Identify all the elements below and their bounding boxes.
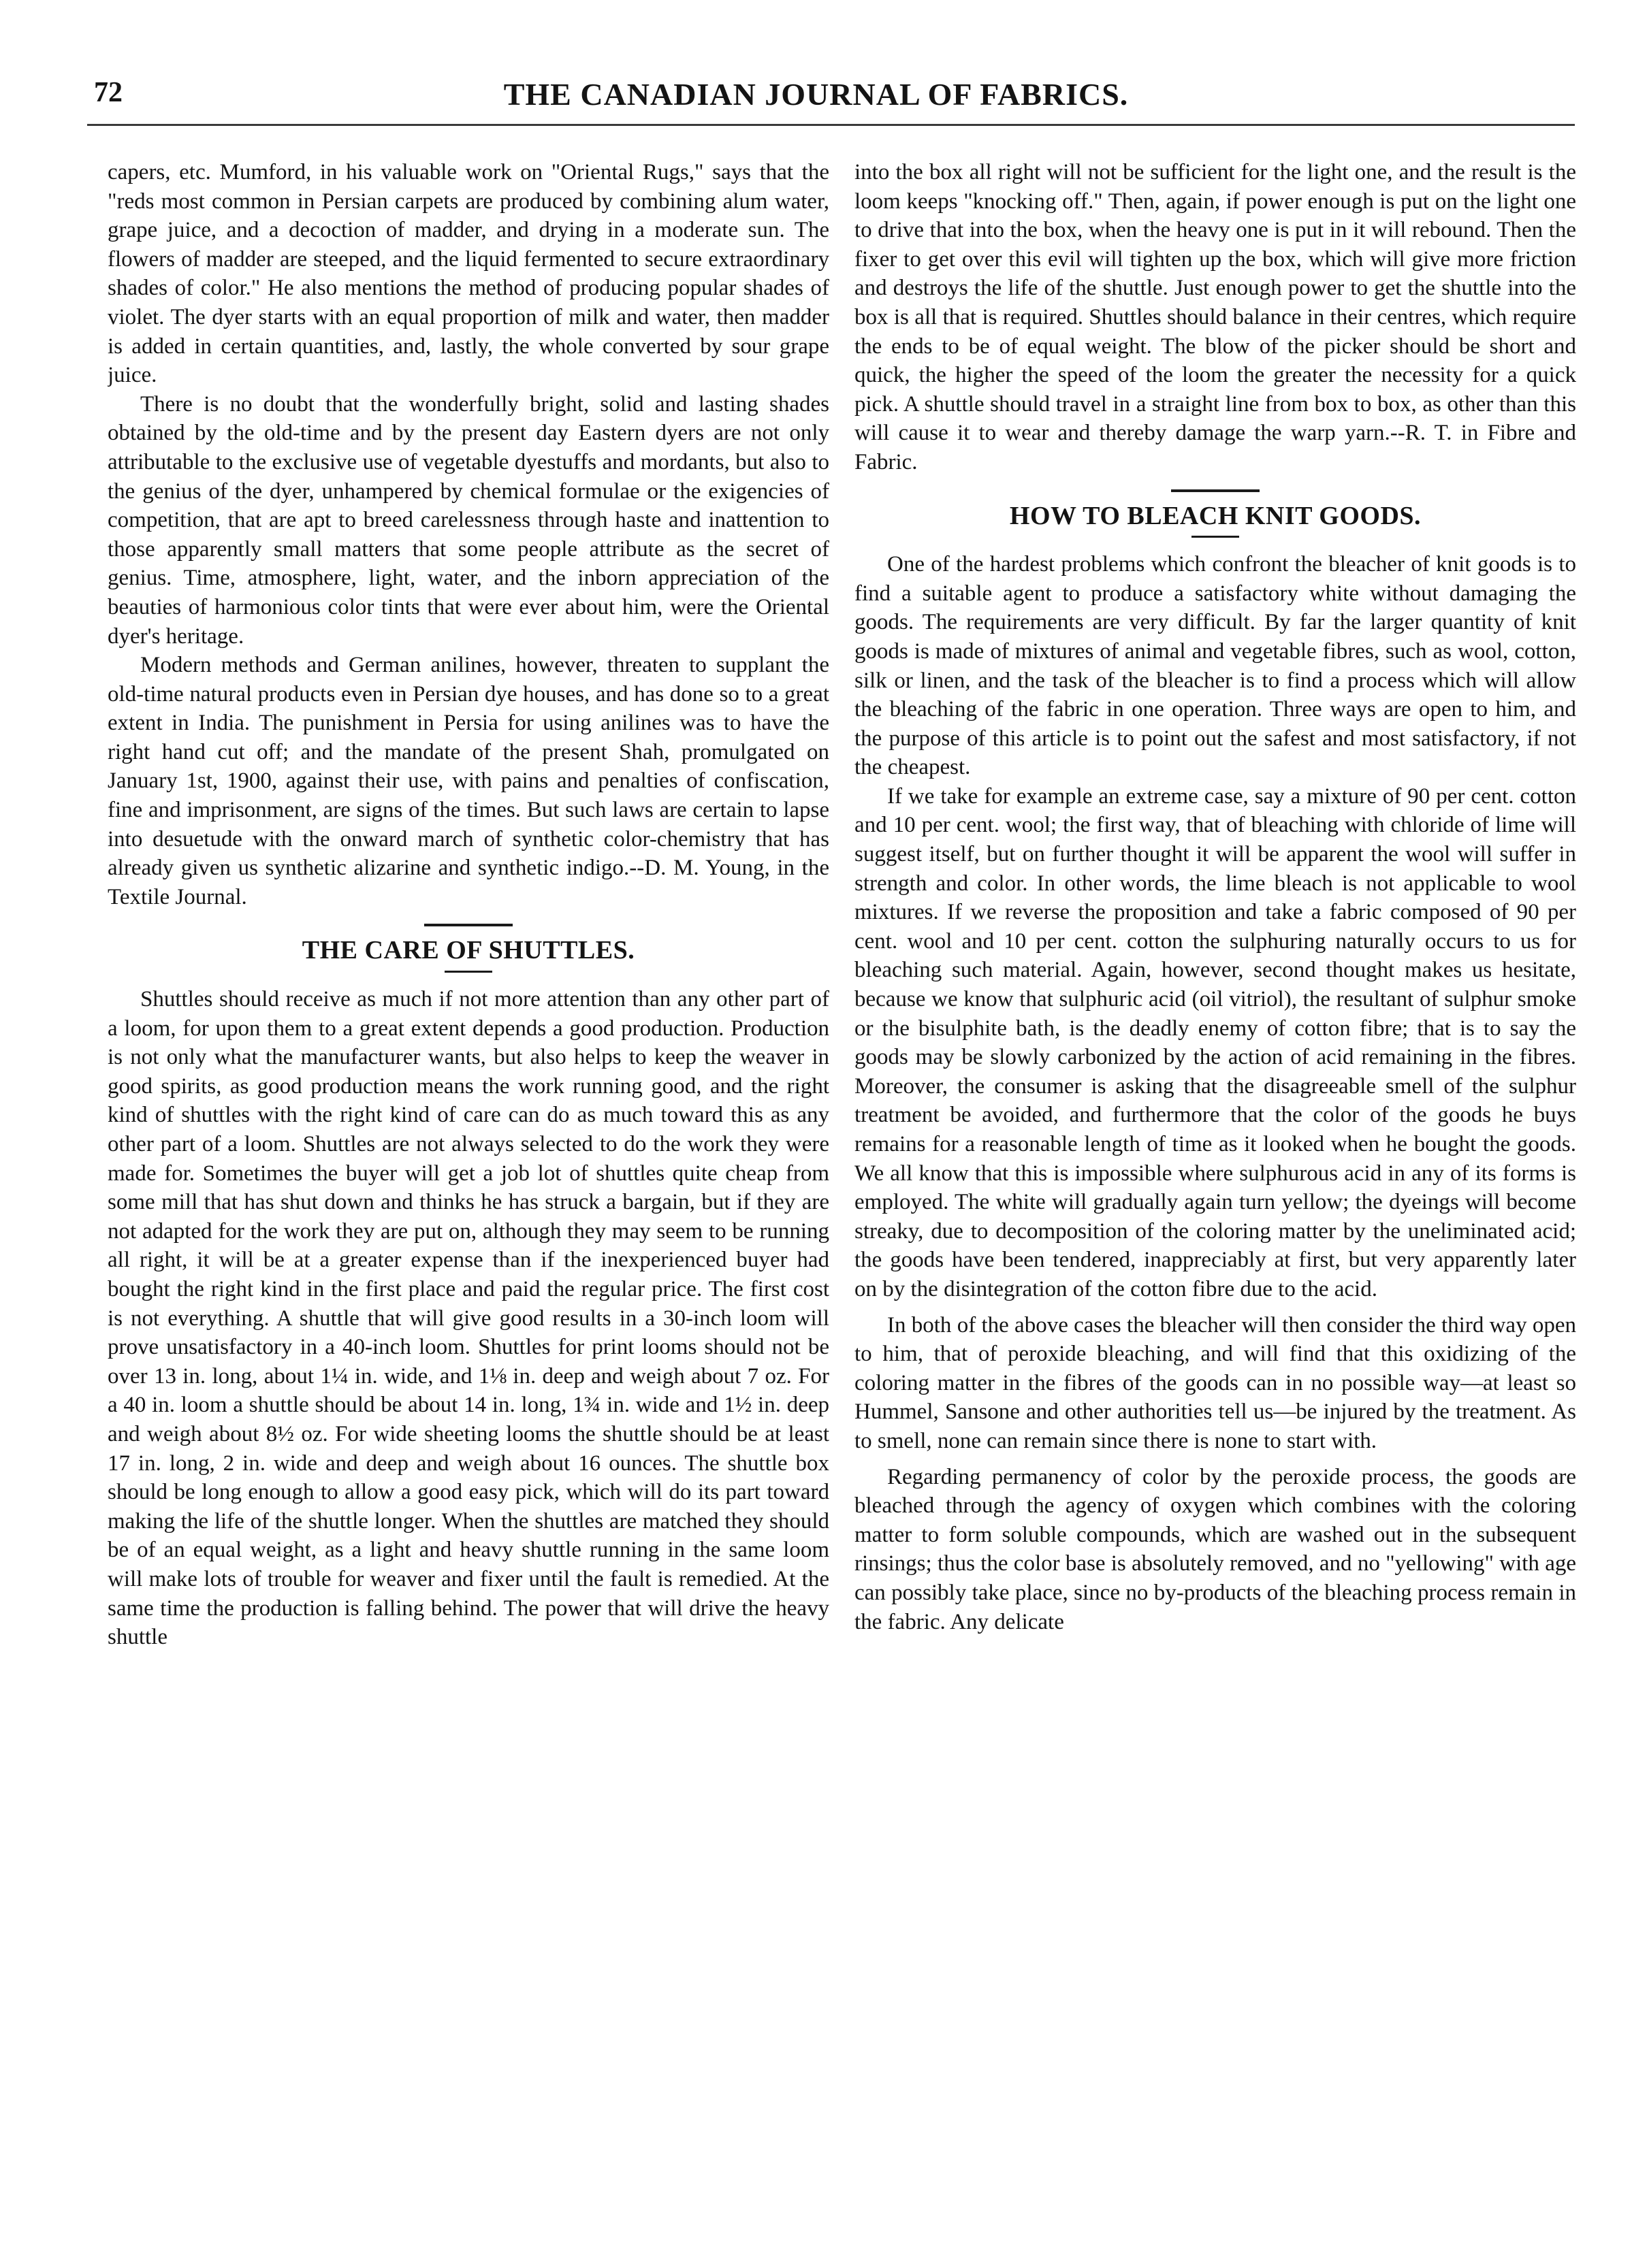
- section-divider: [1171, 489, 1260, 492]
- shuttles-continued-paragraph: into the box all right will not be sufficient for the light one, and the result is the loom keeps "knocking off." Then, again, if power enough is put on the light one to drive that into the box, when the heavy one is put in it will rebound. Then the fixer to get over this evil will tighten up the box, which will give more friction and destroys the life of the shuttle. Just enough power to get the shuttle into the box is all that is required. Shuttles should balance in their centres, which require the ends to be of equal weight. The blow of the picker should be short and quick, the higher the speed of the loom the greater the necessity for a quick pick. A shuttle should travel in a straight line from box to box, as other than this will cause it to wear and thereby damage the warp yarn.--R. T. in Fibre and Fabric.: [854, 160, 1576, 474]
- bleach-paragraph-2: If we take for example an extreme case, say a mixture of 90 per cent. cotton and 10 per cent. wool; the first way, that of bleaching with chloride of lime will suggest itself, but on further thought it will be apparent the wool will suffer in strength and color. In other words, the lime bleach is not applicable to wool mixtures. If we reverse the proposition and take a fabric composed of 90 per cent. wool and 10 per cent. cotton the sulphuring naturally occurs to us for bleaching such material. Again, however, second thought makes us hesitate, because we know that sulphuric acid (oil vitriol), the resultant of sulphur smoke or the bisulphite bath, is the deadly enemy of cotton fibre; that is to say the goods may be slowly carbonized by the action of acid remaining in the fibres. Moreover, the consumer is asking that the disagreeable smell of the sulphur treatment be avoided, and furthermore that the color of the goods he buys remains for a reasonable length of time as it looked when he bought the goods. We all know that this is impossible where sulphurous acid in any of its forms is employed. The white will gradually again turn yellow; the dyeings will become streaky, due to decomposition of the coloring matter by the uneliminated acid; the goods have been tendered, inappreciably at first, but very apparently later on by the disintegration of the cotton fibre due to the acid.: [854, 783, 1576, 1301]
- title-underline: [1191, 536, 1239, 538]
- bleach-paragraph-3: In both of the above cases the bleacher will then consider the third way open to him, that of peroxide bleaching, and will find that this oxidizing of the coloring matter in the fibres of the goods can in no possible way—at least so Hummel, Sansone and other authorities tell us—be injured by the treatment. As to smell, none can remain since there is none to start with.: [854, 1312, 1576, 1453]
- page-number: 72: [94, 77, 123, 108]
- left-column: [108, 158, 829, 2241]
- shuttles-article-title: THE CARE OF SHUTTLES.: [302, 936, 635, 965]
- right-column: [854, 158, 1576, 2241]
- bleach-paragraph-4: Regarding permanency of color by the peroxide process, the goods are bleached through the agency of oxygen which combines with the coloring matter to form soluble compounds, which are washed out in the subsequent rinsings; thus the color base is absolutely removed, and no "yellowing" with age can possibly take place, since no by-products of the bleaching process remain in the fabric. Any delicate: [854, 1464, 1576, 1634]
- rugs-paragraph-2: There is no doubt that the wonderfully bright, solid and lasting shades obtained by the old-time and by the present day Eastern dyers are not only attributable to the exclusive use of vegetable dyestuffs and mordants, but also to the genius of the dyer, unhampered by chemical formulae or the exigencies of competition, that are apt to breed carelessness through haste and inattention to those apparently small matters that some people attribute as the secret of genius. Time, atmosphere, light, water, and the inborn appreciation of the beauties of harmonious color tints that were ever about him, were the Oriental dyer's heritage.: [108, 391, 829, 649]
- header-rule: [87, 124, 1575, 126]
- rugs-paragraph-3: Modern methods and German anilines, however, threaten to supplant the old-time natural products even in Persian dye houses, and has done so to a great extent in India. The punishment in Persia for using anilines was to have the right hand cut off; and the mandate of the present Shah, promulgated on January 1st, 1900, against their use, with pains and penalties of confiscation, fine and imprisonment, are signs of the times. But such laws are certain to lapse into desuetude with the onward march of synthetic color-chemistry that has already given us synthetic alizarine and synthetic indigo.--D. M. Young, in the Textile Journal.: [108, 653, 829, 909]
- journal-title: THE CANADIAN JOURNAL OF FABRICS.: [503, 77, 1129, 112]
- bleach-article-title: HOW TO BLEACH KNIT GOODS.: [1009, 501, 1422, 530]
- section-divider: [424, 924, 513, 926]
- title-underline: [445, 971, 492, 973]
- shuttles-paragraph-1: Shuttles should receive as much if not more attention than any other part of a loom, for upon them to a great extent depends a good production. Production is not only what the manufacturer wants, but also helps to keep the weaver in good spirits, as good production means the work running good, and the right kind of shuttles with the right kind of care can do as much toward this as any other part of a loom. Shuttles are not always selected to do the work they were made for. Sometimes the buyer will get a job lot of shuttles quite cheap from some mill that has shut down and thinks he has struck a bargain, but if they are not adapted for the work they are put on, although they may seem to be running all right, it will be at a greater expense than if the inexperienced buyer had bought the right kind in the first place and paid the regular price. The first cost is not everything. A shuttle that will give good results in a 30-inch loom will prove unsatisfactory in a 40-inch loom. Shuttles for print looms should not be over 13 in. long, about 1¼ in. wide, and 1⅛ in. deep and weigh about 7 oz. For a 40 in. loom a shuttle should be about 14 in. long, 1¾ in. wide and 1½ in. deep and weigh about 8½ oz. For wide sheeting looms the shuttle should be at least 17 in. long, 2 in. wide and deep and weigh about 16 ounces. The shuttle box should be long enough to allow a good easy pick, which will do its part toward making the life of the shuttle longer. When the shuttles are matched they should be of an equal weight, as a light and heavy shuttle running in the same loom will make lots of trouble for weaver and fixer until the fault is remedied. At the same time the production is falling behind. The power that will drive the heavy shuttle: [108, 987, 829, 1650]
- bleach-paragraph-1: One of the hardest problems which confront the bleacher of knit goods is to find a suitable agent to produce a satisfactory white without damaging the goods. The requirements are very difficult. By far the larger quantity of knit goods is made of mixtures of animal and vegetable fibres, such as wool, cotton, silk or linen, and the task of the bleacher is to find a process which will allow the bleaching of the fabric in one operation. Three ways are open to him, and the purpose of this article is to point out the safest and most satisfactory, if not the cheapest.: [854, 552, 1576, 780]
- rugs-paragraph-1: capers, etc. Mumford, in his valuable work on "Oriental Rugs," says that the "reds most common in Persian carpets are produced by combining alum water, grape juice, and a decoction of madder, and drying in a moderate sun. The flowers of madder are steeped, and the liquid fermented to secure extraordinary shades of color." He also mentions the method of producing popular shades of violet. The dyer starts with an equal proportion of milk and water, then madder is added in certain quantities, and, lastly, the whole converted by sour grape juice.: [108, 160, 829, 388]
